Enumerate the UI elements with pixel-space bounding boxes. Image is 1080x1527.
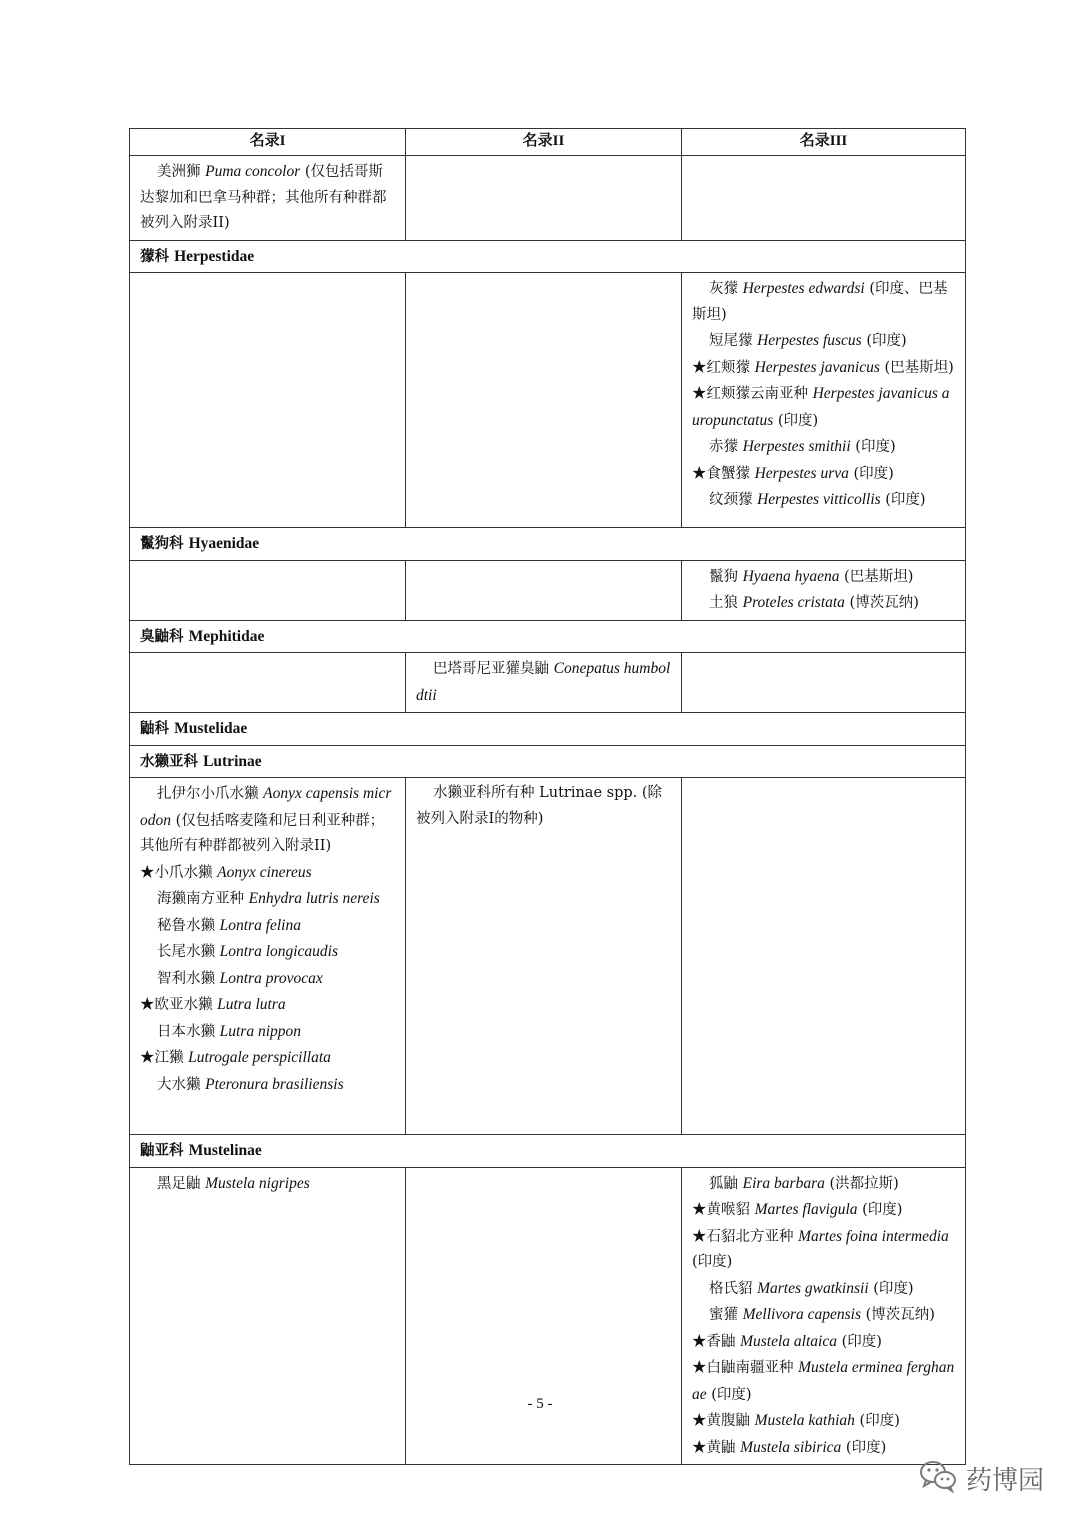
species-chinese-name: 鬣狗 (709, 568, 738, 585)
species-chinese-name: 智利水獭 (157, 970, 215, 987)
star-marker: ★ (692, 386, 707, 402)
species-note: (巴基斯坦) (879, 359, 954, 376)
header-appendix-1: 名录I (130, 129, 406, 156)
species-entry (692, 355, 955, 382)
species-note: (仅包括喀麦隆和尼日利亚种群；其他所有种群都被列入附录II) (140, 812, 385, 854)
star-marker: ★ (692, 1439, 707, 1456)
species-latin-name: Aonyx capensis microdon (140, 785, 392, 829)
species-latin-name: Martes flavigula (754, 1201, 858, 1218)
species-entry (140, 939, 395, 966)
cell-appendix-2 (406, 1167, 682, 1465)
species-entry (140, 1045, 395, 1072)
species-entry (140, 913, 395, 940)
species-note: (印度) (773, 412, 819, 429)
family-label: 臭鼬科 Mephitidae (130, 620, 966, 653)
species-note: (印度) (854, 1413, 900, 1429)
species-chinese-name: 江獭 (154, 1050, 184, 1066)
star-marker: ★ (692, 1333, 707, 1350)
table-row (130, 273, 966, 528)
cell-appendix-1 (130, 273, 406, 528)
cell-appendix-1 (130, 778, 406, 1135)
species-latin-name: Eira barbara (742, 1174, 825, 1192)
species-entry (692, 1224, 955, 1276)
species-chinese-name: 红颊獴 (706, 359, 750, 376)
table-row (130, 653, 966, 713)
species-chinese-name: 扎伊尔小爪水獭 (157, 786, 259, 802)
family-row-mustelidae (130, 713, 966, 746)
star-marker: ★ (140, 864, 155, 881)
species-latin-name: Proteles cristata (742, 594, 845, 611)
species-latin-name: Mustela nigripes (205, 1174, 310, 1192)
species-entry (692, 1276, 955, 1303)
cell-appendix-1 (130, 1167, 406, 1465)
species-chinese-name: 长尾水獭 (157, 944, 215, 960)
cell-appendix-2 (406, 156, 682, 241)
species-entry (140, 966, 395, 993)
cell-appendix-2 (406, 560, 682, 620)
cell-appendix-1 (130, 560, 406, 620)
cell-appendix-2 (406, 273, 682, 528)
species-latin-name: Mellivora capensis (742, 1306, 861, 1323)
species-latin-name: Lontra longicaudis (219, 943, 339, 960)
species-chinese-name: 纹颈獴 (709, 492, 753, 508)
species-entry (692, 564, 955, 591)
species-latin-name: Martes gwatkinsii (757, 1279, 869, 1297)
species-latin-name: Pteronura brasiliensis (205, 1075, 344, 1093)
species-note: (印度) (868, 1280, 914, 1297)
species-chinese-name: 黑足鼬 (157, 1175, 201, 1192)
species-chinese-name: 小爪水獭 (154, 864, 213, 881)
star-marker: ★ (140, 997, 155, 1013)
species-entry (692, 1435, 955, 1462)
species-latin-name: Lutrinae spp. (534, 785, 638, 801)
species-chinese-name: 赤獴 (709, 439, 738, 455)
star-marker: ★ (692, 465, 707, 482)
species-chinese-name: 巴塔哥尼亚獾臭鼬 (433, 661, 549, 677)
species-entry (140, 781, 395, 860)
star-marker: ★ (140, 1050, 155, 1066)
species-chinese-name: 灰獴 (709, 281, 738, 297)
table-header-row (130, 129, 966, 156)
species-chinese-name: 黄鼬 (706, 1439, 736, 1456)
star-marker: ★ (692, 359, 707, 376)
species-latin-name: Herpestes vitticollis (757, 491, 881, 508)
species-chinese-name: 蜜獾 (709, 1307, 738, 1323)
wechat-icon (918, 1459, 958, 1497)
star-marker: ★ (692, 1202, 707, 1218)
species-chinese-name: 秘鲁水獭 (157, 917, 215, 934)
species-latin-name: Martes foina intermedia (798, 1227, 949, 1245)
species-entry (692, 590, 955, 617)
species-note: (印度) (880, 492, 926, 508)
species-chinese-name: 格氏貂 (709, 1280, 753, 1297)
species-chinese-name: 黄腹鼬 (706, 1413, 750, 1429)
species-latin-name: Herpestes smithii (742, 438, 851, 455)
header-appendix-3: 名录III (682, 129, 966, 156)
subfamily-row-lutrinae (130, 745, 966, 778)
species-latin-name: Hyaena hyaena (742, 567, 840, 585)
species-chinese-name: 狐鼬 (709, 1175, 738, 1192)
table-row (130, 778, 966, 1135)
species-note: (巴基斯坦) (839, 568, 914, 585)
cell-appendix-1 (130, 156, 406, 241)
family-label: 水獭亚科 Lutrinae (130, 745, 966, 778)
species-latin-name: Herpestes javanicus auropunctatus (692, 385, 950, 429)
species-latin-name: Mustela altaica (740, 1332, 837, 1350)
species-chinese-name: 食蟹獴 (706, 465, 750, 482)
species-note: (印度) (706, 1386, 752, 1403)
family-row-hyaenidae (130, 528, 966, 561)
species-entry (140, 1171, 395, 1198)
table-row (130, 560, 966, 620)
species-entry (692, 461, 955, 488)
watermark-text: 药博园 (966, 1465, 1045, 1496)
species-chinese-name: 白鼬南疆亚种 (706, 1360, 794, 1376)
species-latin-name: Mustela sibirica (740, 1438, 842, 1456)
species-latin-name: Conepatus humboldtii (416, 660, 671, 704)
species-note: (博茨瓦纳) (861, 1307, 935, 1323)
header-appendix-2: 名录II (406, 129, 682, 156)
species-latin-name: Herpestes edwardsi (742, 280, 865, 297)
cell-appendix-3 (682, 653, 966, 713)
star-marker: ★ (692, 1360, 707, 1376)
species-note: (仅包括哥斯达黎加和巴拿马种群；其他所有种群都被列入附录II) (140, 164, 387, 231)
cell-appendix-2 (406, 653, 682, 713)
species-latin-name: Lutra nippon (219, 1022, 301, 1040)
species-latin-name: Puma concolor (205, 163, 301, 180)
cell-appendix-3 (682, 778, 966, 1135)
family-label: 鼬亚科 Mustelinae (130, 1135, 966, 1168)
species-entry (692, 1329, 955, 1356)
species-entry (140, 886, 395, 913)
species-entry (692, 328, 955, 355)
species-entry (692, 381, 955, 434)
species-entry (140, 159, 395, 237)
species-note: (印度) (692, 1254, 733, 1270)
species-chinese-name: 海獭南方亚种 (157, 891, 244, 907)
species-entry (140, 1072, 395, 1099)
species-chinese-name: 水獭亚科所有种 (433, 785, 535, 801)
species-latin-name: Herpestes urva (754, 464, 849, 482)
species-chinese-name: 香鼬 (706, 1333, 736, 1350)
species-latin-name: Lutra lutra (217, 996, 286, 1013)
watermark (918, 1458, 1044, 1498)
species-latin-name: Lutrogale perspicillata (188, 1049, 331, 1066)
species-latin-name: Mustela erminea ferghanae (692, 1359, 955, 1403)
species-entry (692, 276, 955, 328)
species-entry (140, 860, 395, 887)
family-row-mephitidae (130, 620, 966, 653)
species-entry (140, 992, 395, 1019)
species-chinese-name: 红颊獴云南亚种 (706, 386, 808, 402)
family-label: 獴科 Herpestidae (130, 240, 966, 273)
species-note: (印度) (850, 439, 896, 455)
species-note: (印度) (841, 1439, 887, 1456)
species-chinese-name: 日本水獭 (157, 1023, 220, 1040)
cell-appendix-3 (682, 560, 966, 620)
family-label: 鬣狗科 Hyaenidae (130, 528, 966, 561)
species-note: (博茨瓦纳) (844, 595, 919, 611)
species-note: (印度) (861, 333, 907, 349)
species-latin-name: Enhydra lutris nereis (248, 890, 380, 907)
cites-appendix-table (129, 128, 966, 1465)
species-chinese-name: 石貂北方亚种 (706, 1228, 794, 1245)
cell-appendix-1 (130, 653, 406, 713)
cell-appendix-3 (682, 156, 966, 241)
species-note: (印度) (848, 465, 894, 482)
species-entry (140, 1019, 395, 1046)
cell-appendix-2 (406, 778, 682, 1135)
table-row (130, 156, 966, 241)
cell-appendix-3 (682, 1167, 966, 1465)
page-number: - 5 - (527, 1396, 553, 1412)
family-row-herpestidae (130, 240, 966, 273)
star-marker: ★ (692, 1413, 707, 1429)
species-entry (692, 434, 955, 461)
species-latin-name: Mustela kathiah (754, 1412, 855, 1429)
species-chinese-name: 美洲狮 (157, 164, 201, 180)
species-chinese-name: 欧亚水獭 (154, 997, 213, 1013)
species-latin-name: Herpestes fuscus (757, 332, 862, 349)
species-chinese-name: 短尾獴 (709, 333, 753, 349)
table-row (130, 1167, 966, 1465)
family-label: 鼬科 Mustelidae (130, 713, 966, 746)
species-chinese-name: 大水獭 (157, 1076, 201, 1093)
species-latin-name: Lontra provocax (219, 969, 323, 987)
species-note: (洪都拉斯) (824, 1175, 899, 1192)
subfamily-row-mustelinae (130, 1135, 966, 1168)
species-entry (692, 1197, 955, 1224)
species-entry (692, 1302, 955, 1329)
species-note: (印度) (836, 1333, 882, 1350)
species-entry (416, 781, 671, 832)
species-note: (印度) (857, 1202, 903, 1218)
species-note: (印度、巴基斯坦) (692, 281, 948, 323)
star-marker: ★ (692, 1228, 707, 1245)
species-chinese-name: 黄喉貂 (706, 1202, 750, 1218)
species-entry (416, 656, 671, 709)
cell-appendix-3 (682, 273, 966, 528)
species-entry (692, 487, 955, 514)
species-latin-name: Aonyx cinereus (217, 863, 312, 881)
species-latin-name: Lontra felina (219, 916, 301, 934)
species-latin-name: Herpestes javanicus (754, 358, 880, 376)
species-entry (692, 1171, 955, 1198)
species-note: (除被列入附录I的物种) (416, 785, 663, 827)
species-chinese-name: 土狼 (709, 595, 738, 611)
